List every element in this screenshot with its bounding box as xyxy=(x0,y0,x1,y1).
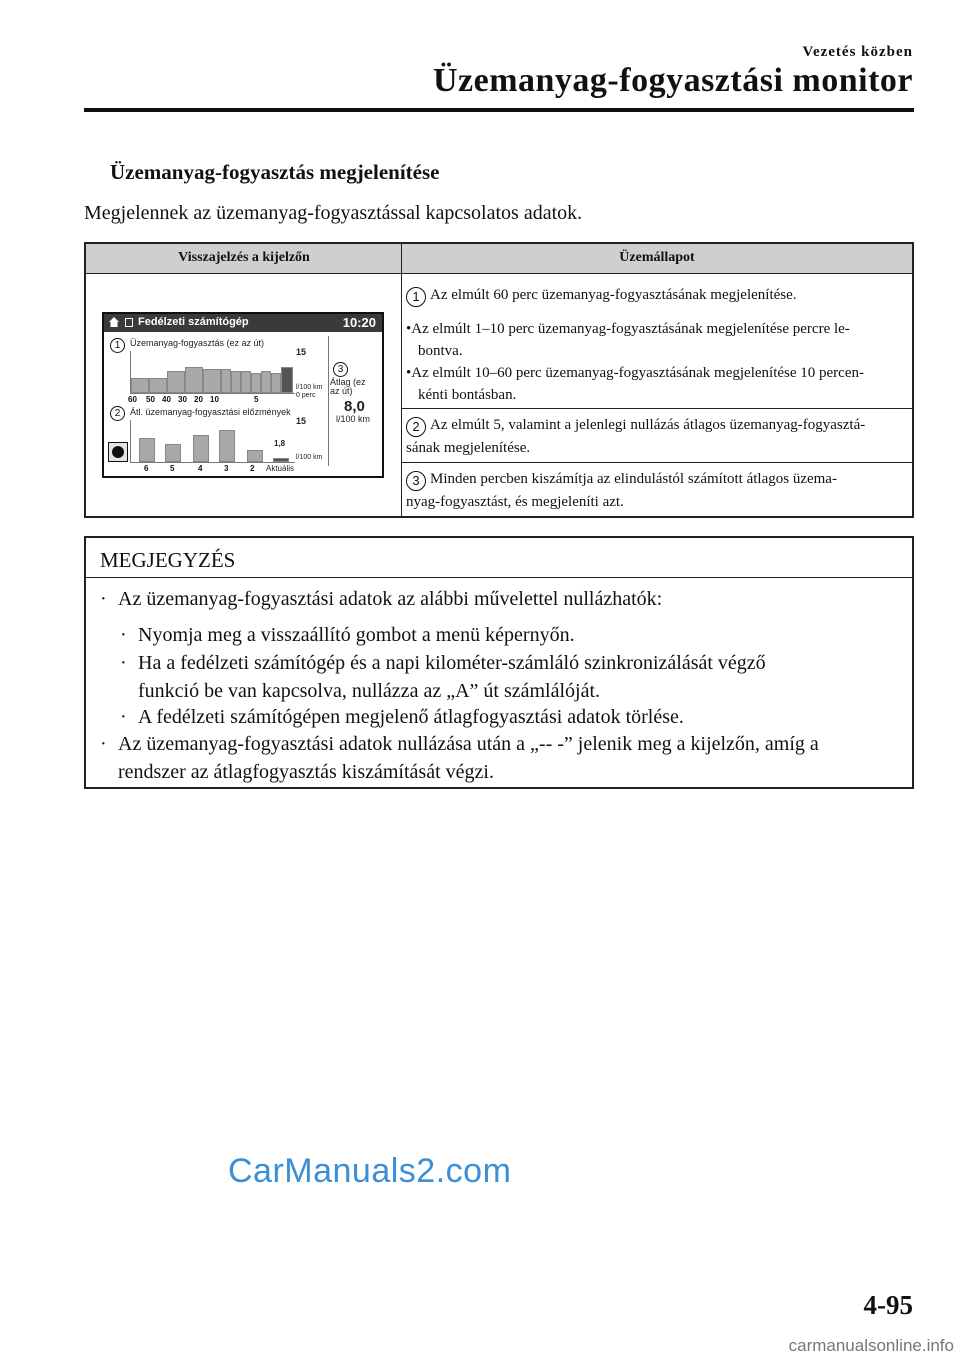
row-1-number: 1 xyxy=(406,287,426,307)
chart2-bar xyxy=(165,444,181,462)
chart2-current-value: 1,8 xyxy=(274,439,286,448)
chart2-tick: 2 xyxy=(250,464,255,473)
chart2-bar xyxy=(273,458,289,462)
document-icon xyxy=(125,318,133,327)
chart1-unit: l/100 km xyxy=(296,384,323,391)
chart1-bar xyxy=(281,367,293,393)
chart2-bar xyxy=(247,450,263,462)
chart1-bar xyxy=(167,371,185,393)
screen-title: Fedélzeti számítógép xyxy=(138,316,249,328)
table-header xyxy=(86,244,912,274)
screen-side-divider xyxy=(328,336,329,466)
note-box xyxy=(84,536,914,789)
chart1-bar xyxy=(221,369,231,393)
chart1-max: 15 xyxy=(296,347,307,357)
chart1-bar xyxy=(261,371,271,393)
note-subitem: · Ha a fedélzeti számítógép és a napi kilométer-számláló szinkronizálását végző xyxy=(120,652,766,674)
car-icon xyxy=(108,442,128,462)
watermark: CarManuals2.com xyxy=(228,1152,512,1190)
chart1-bar xyxy=(271,373,281,393)
chart1-tick: 50 xyxy=(146,395,155,404)
chart-current-trip xyxy=(130,351,295,394)
display-screen-illustration xyxy=(102,312,384,478)
bullet-1: •Az elmúlt 1–10 perc üzemanyag-fogyasztásának megjelenítése percre le- bontva. xyxy=(406,321,850,359)
chart2-label: Átl. üzemanyag-fogyasztási előzmények xyxy=(130,407,291,417)
home-icon xyxy=(109,317,119,327)
average-value: 8,0 xyxy=(344,398,365,415)
chart1-bar xyxy=(131,378,149,393)
chart2-bar xyxy=(139,438,155,462)
note-subitem: · Nyomja meg a visszaállító gombot a menü képernyőn. xyxy=(120,624,575,646)
table-header-display: Visszajelzés a kijelzőn xyxy=(178,250,310,265)
note-item-cont: rendszer az átlagfogyasztás kiszámítását végzi. xyxy=(118,761,494,783)
chart1-tick: 60 xyxy=(128,395,137,404)
chart2-bar xyxy=(219,430,235,462)
chart-history xyxy=(130,420,295,463)
marker-2: 2 xyxy=(110,406,125,421)
chart1-bar xyxy=(241,371,251,393)
chart2-max: 15 xyxy=(296,416,307,426)
note-subitem: · A fedélzeti számítógépen megjelenő átlagfogyasztási adatok törlése. xyxy=(120,706,684,728)
note-item: · Az üzemanyag-fogyasztási adatok az alábbi művelettel nullázhatók: xyxy=(100,588,663,610)
screen-clock: 10:20 xyxy=(342,315,376,330)
average-unit: l/100 km xyxy=(336,414,371,424)
chart1-bar xyxy=(149,378,167,393)
section-heading: Üzemanyag-fogyasztás megjelenítése xyxy=(110,160,440,184)
chart2-tick: 5 xyxy=(170,464,175,473)
chart1-tick: 20 xyxy=(194,395,203,404)
chart1-bar xyxy=(251,373,261,393)
average-label-2: az út) xyxy=(330,386,353,396)
bullet-2: •Az elmúlt 10–60 perc üzemanyag-fogyasztásának megjelenítése 10 percen- kénti bontásban. xyxy=(406,365,864,403)
footer-source: carmanualsonline.info xyxy=(788,1336,954,1355)
row-3-text: 3 Minden percben kiszámítja az elindulástól számított átlagos üzema- nyag-fogyasztást, és megjeleníti azt. xyxy=(406,471,837,510)
note-divider xyxy=(86,577,912,578)
row-2-number: 2 xyxy=(406,417,426,437)
chart1-tick: 40 xyxy=(162,395,171,404)
marker-3: 3 xyxy=(333,362,348,377)
note-title: MEGJEGYZÉS xyxy=(100,548,236,572)
row-divider xyxy=(402,408,912,409)
page-title: Üzemanyag-fogyasztási monitor xyxy=(432,62,913,99)
note-item: · Az üzemanyag-fogyasztási adatok nullázása után a „-- -” jelenik meg a kijelzőn, amíg a xyxy=(100,733,819,755)
row-2-text: 2 Az elmúlt 5, valamint a jelenlegi nullázás átlagos üzemanyag-fogyasztá- sának megjelenítése. xyxy=(406,417,866,456)
chart2-bar xyxy=(193,435,209,462)
intro-text: Megjelennek az üzemanyag-fogyasztással kapcsolatos adatok. xyxy=(84,202,583,224)
chart1-tick: 10 xyxy=(210,395,219,404)
chart2-current-label: Aktuális xyxy=(266,464,295,473)
table-column-divider xyxy=(401,244,402,516)
row-3-number: 3 xyxy=(406,471,426,491)
chart2-tick: 6 xyxy=(144,464,149,473)
chart1-label: Üzemanyag-fogyasztás (ez az út) xyxy=(130,338,265,348)
chart2-tick: 4 xyxy=(198,464,203,473)
info-table xyxy=(84,242,914,518)
chart2-unit: l/100 km xyxy=(296,454,323,461)
row-1-text: 1 Az elmúlt 60 perc üzemanyag-fogyasztásának megjelenítése. xyxy=(406,284,797,307)
note-subitem-cont: funkció be van kapcsolva, nullázza az „A” út számlálóját. xyxy=(138,680,601,702)
table-header-state: Üzemállapot xyxy=(619,250,695,265)
page-number: 4-95 xyxy=(863,1290,913,1320)
screen-title-bar xyxy=(104,314,382,332)
row-divider xyxy=(402,462,912,463)
chart1-tick: 5 xyxy=(254,395,259,404)
header-divider xyxy=(84,108,914,112)
chart1-bar xyxy=(231,371,241,393)
chart1-bar xyxy=(185,367,203,393)
marker-1: 1 xyxy=(110,338,125,353)
chart2-tick: 3 xyxy=(224,464,229,473)
chart1-zero: 0 perc xyxy=(296,392,316,399)
average-label: Átlag (ez xyxy=(330,377,366,387)
chart1-bar xyxy=(203,369,221,393)
chart1-tick: 30 xyxy=(178,395,187,404)
section-header: Vezetés közben xyxy=(802,44,913,60)
